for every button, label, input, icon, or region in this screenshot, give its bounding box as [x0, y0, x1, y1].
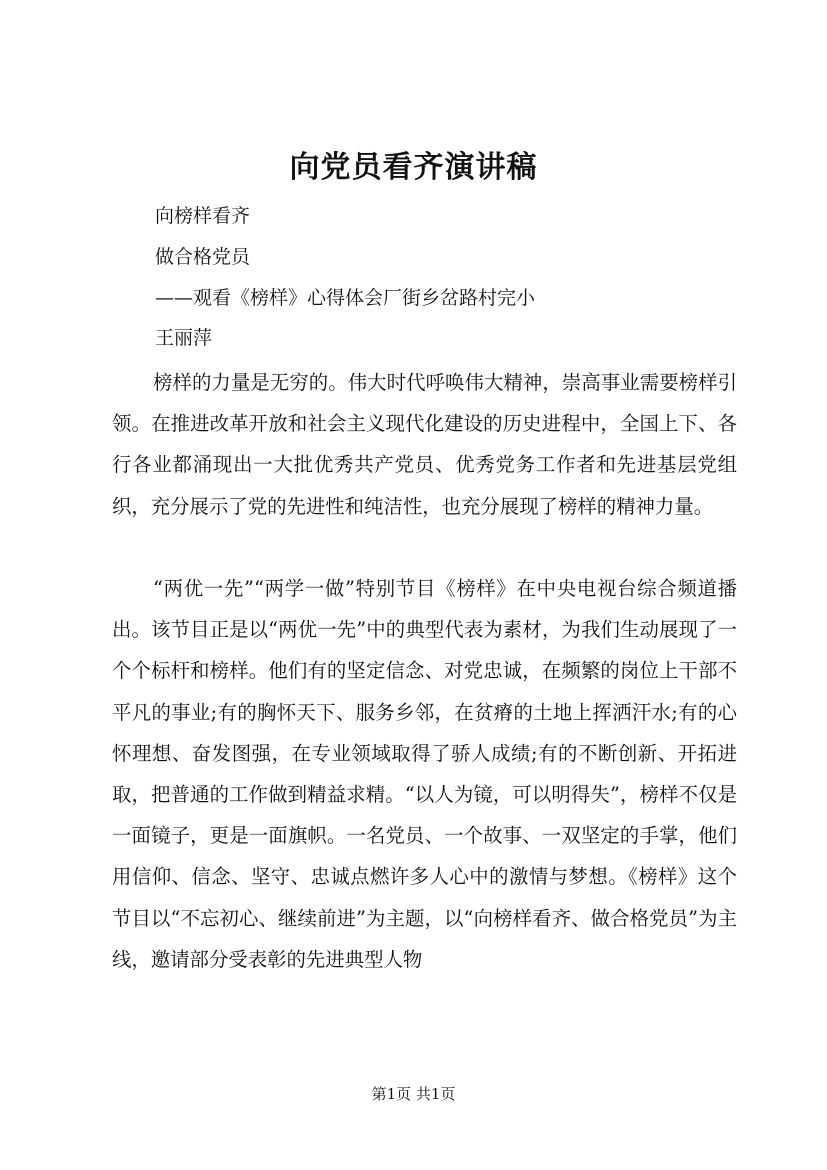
paragraph-1: 榜样的力量是无穷的。伟大时代呼唤伟大精神，崇高事业需要榜样引领。在推进改革开放和社会主义现代化建设的历史进程中，全国上下、各行各业都涌现出一大批优秀共产党员、优秀党务工作者和先进基层党组织，充分展示了党的先进性和纯洁性，也充分展现了榜样的精神力量。 [112, 371, 737, 518]
subtitle-line-3: ——观看《榜样》心得体会厂街乡岔路村完小 [155, 287, 536, 309]
page-title: 向党员看齐演讲稿 [289, 150, 538, 185]
subtitle-line-1: 向榜样看齐 [155, 205, 251, 227]
author-name: 王丽萍 [155, 327, 213, 349]
paragraph-2: “两优一先”“两学一做”特别节目《榜样》在中央电视台综合频道播出。该节目正是以“两优一先”中的典型代表为素材，为我们生动展现了一个个标杆和榜样。他们有的坚定信念、对党忠诚，在频繁的岗位上干部不平凡的事业;有的胸怀天下、服务乡邻，在贫瘠的土地上挥洒汗水;有的心怀理想、奋发图强，在专业领域取得了骄人成绩;有的不断创新、开拓进取，把普通的工作做到精益求精。“以人为镜，可以明得失”，榜样不仅是一面镜子，更是一面旗帜。一名党员、一个故事、一双坚定的手掌，他们用信仰、信念、坚守、忠诚点燃许多人心中的激情与梦想。《榜样》这个节目以“不忘初心、继续前进”为主题，以“向榜样看齐、做合格党员”为主线，邀请部分受表彰的先进典型人物 [112, 577, 737, 971]
subtitle-line-2: 做合格党员 [155, 246, 251, 268]
page-footer: 第1页 共1页 [371, 1085, 456, 1103]
